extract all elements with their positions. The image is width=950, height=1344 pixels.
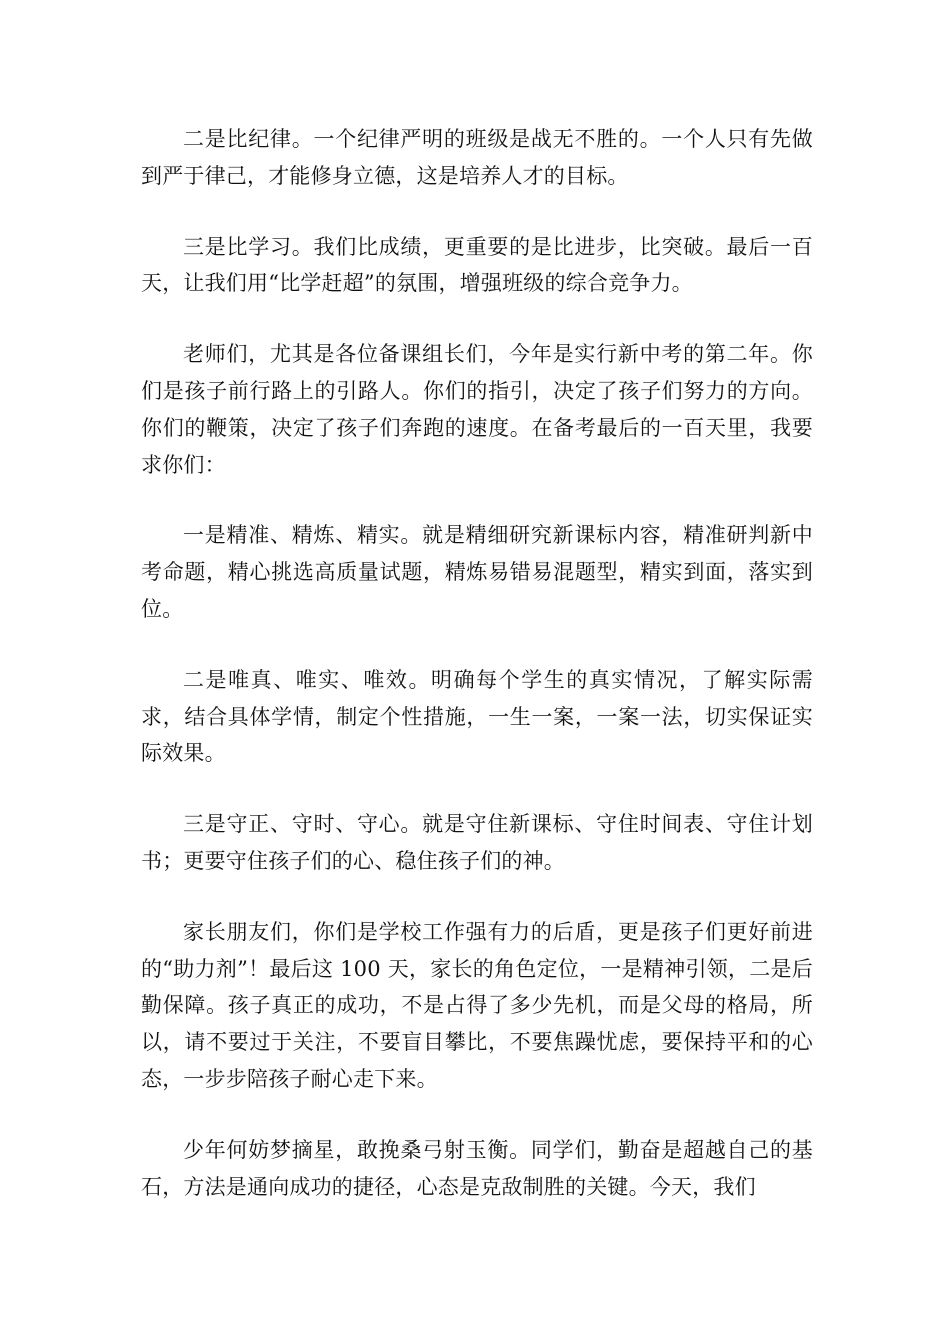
paragraph-students: 少年何妨梦摘星，敢挽桑弓射玉衡。同学们，勤奋是超越自己的基石，方法是通向成功的捷径，心态是克敌制胜的关键。今天，我们 <box>141 1137 813 1199</box>
paragraph-truth: 二是唯真、唯实、唯效。明确每个学生的真实情况，了解实际需求，结合具体学情，制定个性措施，一生一案，一案一法，切实保证实际效果。 <box>141 667 813 766</box>
paragraph-guard: 三是守正、守时、守心。就是守住新课标、守住时间表、守住计划书；更要守住孩子们的心、稳住孩子们的神。 <box>141 812 813 873</box>
document-page <box>141 121 813 1239</box>
paragraph-precision: 一是精准、精炼、精实。就是精细研究新课标内容，精准研判新中考命题，精心挑选高质量试题，精炼易错易混题型，精实到面，落实到位。 <box>141 523 813 621</box>
paragraph-teachers-intro: 老师们，尤其是各位备课组长们，今年是实行新中考的第二年。你们是孩子前行路上的引路人。你们的指引，决定了孩子们努力的方向。你们的鞭策，决定了孩子们奔跑的速度。在备考最后的一百天里，我要求你们： <box>141 342 813 477</box>
paragraph-discipline: 二是比纪律。一个纪律严明的班级是战无不胜的。一个人只有先做到严于律己，才能修身立德，这是培养人才的目标。 <box>141 127 813 188</box>
paragraph-parents: 家长朋友们，你们是学校工作强有力的后盾，更是孩子们更好前进的“助力剂”！最后这 100 天，家长的角色定位，一是精神引领，二是后勤保障。孩子真正的成功，不是占得了多少先机，而是父母的格局，所以，请不要过于关注，不要盲目攀比，不要焦躁忧虑，要保持平和的心态，一步步陪孩子耐心走下来。 <box>141 919 813 1091</box>
paragraph-study: 三是比学习。我们比成绩，更重要的是比进步，比突破。最后一百天，让我们用“比学赶超”的氛围，增强班级的综合竞争力。 <box>141 234 813 296</box>
